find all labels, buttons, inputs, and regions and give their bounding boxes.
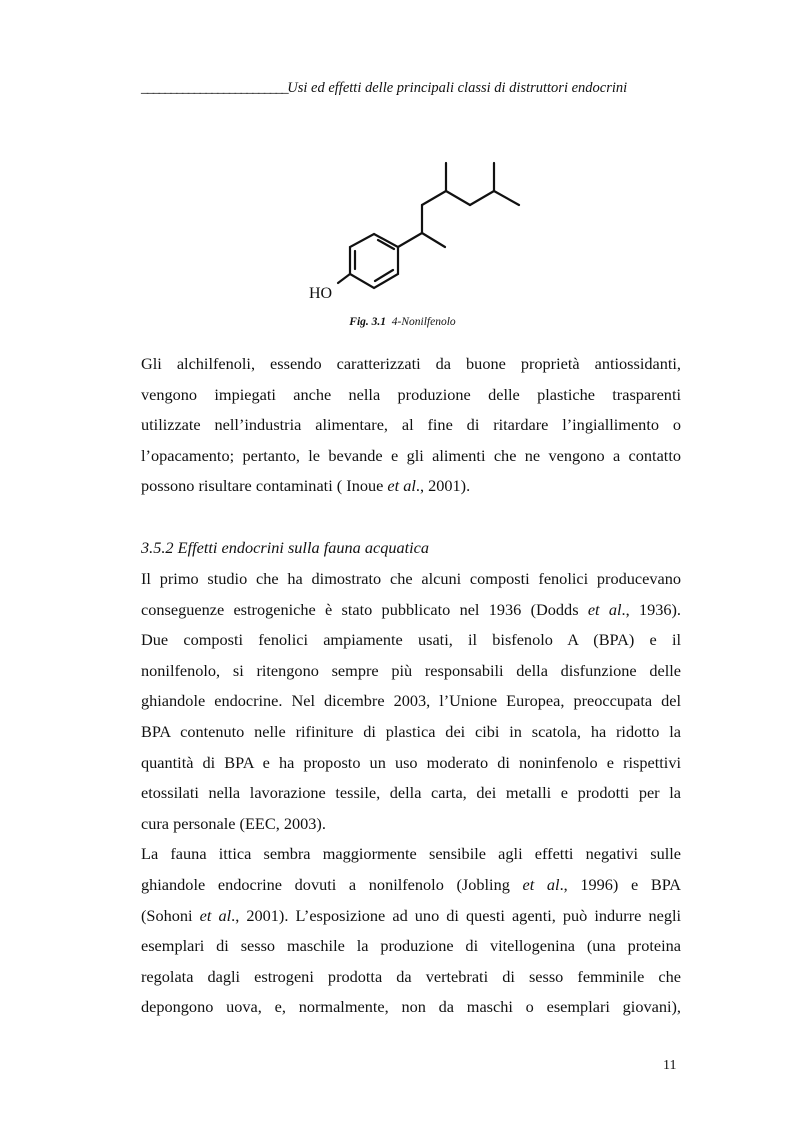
paragraph-alchilfenoli [141, 349, 681, 502]
text-line: ghiandole endocrine. Nel dicembre 2003, l’Unione Europea, preoccupata del [141, 691, 681, 711]
text-line: Il primo studio che ha dimostrato che alcuni composti fenolici producevano [141, 569, 681, 588]
text-line: BPA contenuto nelle rifiniture di plastica dei cibi in scatola, ha ridotto la [141, 721, 681, 741]
header-rule: _________________________ [141, 80, 288, 96]
paragraph-primo-studio [141, 564, 681, 1023]
figure-caption [0, 316, 793, 328]
text-line: (Sohoni et al., 2001). L’esposizione ad uno di questi agenti, può indurre negli [141, 905, 682, 925]
text-line: etossilati nella lavorazione tessile, della carta, dei metalli e prodotti per la [141, 783, 681, 803]
ho-label: HO [309, 285, 333, 302]
text-line: Due composti fenolici ampiamente usati, il bisfenolo A (BPA) e il [141, 630, 681, 650]
text-line: l’opacamento; pertanto, le bevande e gli alimenti che ne vengono a contatto [141, 445, 681, 465]
text-line: quantità di BPA e ha proposto un uso moderato di noninfenolo e rispettivi [141, 752, 681, 772]
text-line: utilizzate nell’industria alimentare, al fine di ritardare l’ingiallimento o [141, 415, 681, 435]
text-line: conseguenze estrogeniche è stato pubblicato nel 1936 (Dodds et al., 1936). [141, 599, 681, 619]
figure-nonylphenol [300, 150, 540, 310]
text-line: possono risultare contaminati ( Inoue et al., 2001). [141, 476, 471, 496]
running-header [141, 80, 681, 100]
text-line: ghiandole endocrine dovuti a nonilfenolo (Jobling et al., 1996) e BPA [141, 874, 682, 894]
text-line: nonilfenolo, si ritengono sempre più responsabili della disfunzione delle [141, 660, 681, 680]
text-line: Gli alchilfenoli, essendo caratterizzati da buone proprietà antiossidanti, [141, 354, 681, 373]
caption-text: 4-Nonilfenolo [391, 316, 456, 328]
text-line: La fauna ittica sembra maggiormente sensibile agli effetti negativi sulle [141, 844, 681, 864]
text-line: depongono uova, e, normalmente, non da maschi o esemplari giovani), [141, 997, 681, 1017]
text-line: vengono impiegati anche nella produzione delle plastiche trasparenti [141, 384, 681, 404]
page-number: 11 [663, 1058, 677, 1073]
text-line: esemplari di sesso maschile la produzione di vitellogenina (una proteina [141, 936, 681, 956]
header-title: Usi ed effetti delle principali classi di distruttori endocrini [287, 80, 628, 96]
section-heading: 3.5.2 Effetti endocrini sulla fauna acquatica [141, 538, 430, 557]
text-line: cura personale (EEC, 2003). [141, 813, 326, 833]
nonylphenol-structure-icon [300, 150, 540, 310]
text-line: regolata dagli estrogeni prodotta da vertebrati di sesso femminile che [141, 966, 681, 986]
caption-label: Fig. 3.1 [349, 316, 387, 328]
